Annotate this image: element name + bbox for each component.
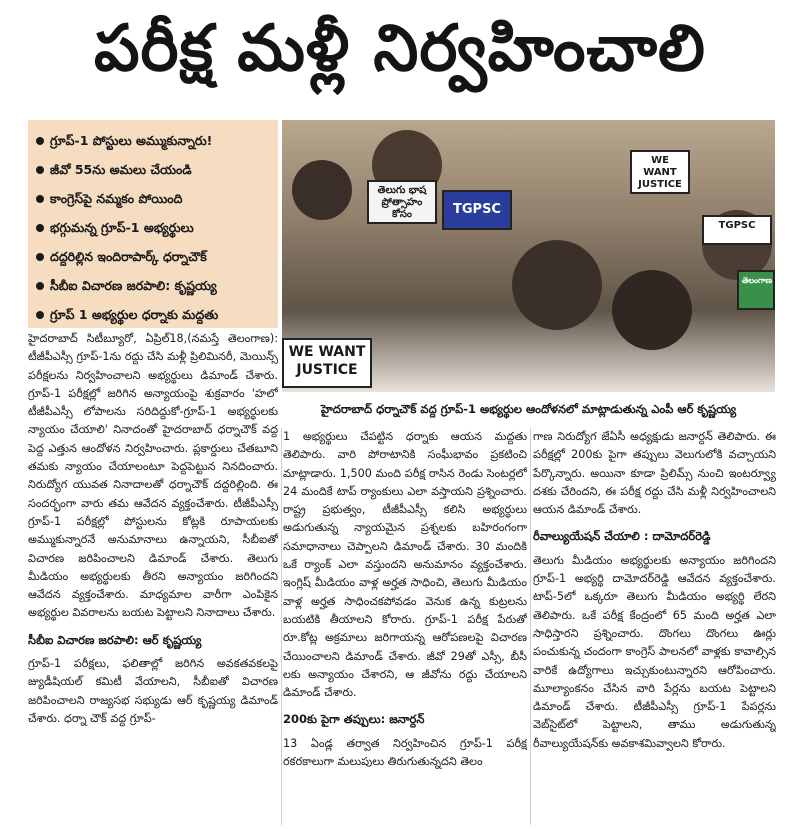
paragraph: గాణ నిరుద్యోగ జేఏసీ అధ్యక్షుడు జనార్దన్‌ తెలిపారు. ఈ పరీక్షల్లో 200కు పైగా తప్పులు వెలుగులోకి వచ్చాయని పేర్కొన్నారు. అయినా కూడా ప్రిలిమ్స్‌ నుంచి ఇంటర్వ్యూ దశకు చేరిందని, ఈ పరీక్ష రద్దు చేసి మళ్లీ నిర్వహించాలని ఆయన డిమాండ్‌ చేశారు.	[533, 430, 776, 517]
bullet-icon	[36, 195, 44, 203]
highlight-item	[36, 184, 272, 213]
placard: TGPSC	[702, 215, 772, 245]
article-column-2	[283, 428, 527, 825]
highlight-text: గ్రూప్‌ 1 అభ్యర్థుల ధర్నాకు మద్దతు	[50, 307, 219, 322]
bullet-icon	[36, 166, 44, 174]
paragraph: తెలుగు మీడియం అభ్యర్థులకు అన్యాయం జరిగిందని గ్రూప్‌-1 అభ్యర్థి దామోదర్‌రెడ్డి ఆవేదన వ్యక్తంచేశారు. టాప్‌-5లో ఒక్కరూ తెలుగు మీడియం అభ్యర్థి లేరని తెలిపారు. ఒకే పరీక్ష కేంద్రంలో 65 మంది అర్హత ఎలా సాధిస్తారని ప్రశ్నించారు. దొంగలు దొంగలు ఊర్లు పంచుకున్న చందంగా కాంగ్రెస్‌ పాలనలో వాళ్లకు కావాల్సిన వారికే ఉద్యోగాలు ఇచ్చుకుంటున్నారని ఆరోపించారు. మూల్యాంకనం చేసిన వారి పేర్లను బయట పెట్టాలని డిమాండ్‌ చేశారు. టీజీపీఎస్సీ గ్రూప్‌-1 పేపర్లను వెబ్‌సైట్‌లో పెట్టాలని, తాము అడుగుతున్న రీవాల్యుయేషన్‌కు అవకాశమివ్వాలని కోరారు.	[533, 553, 776, 750]
placard: TGPSC	[442, 190, 512, 230]
paragraph: హైదరాబాద్‌ సిటీబ్యూరో, ఏప్రిల్‌18,(నమస్తే తెలంగాణ): టీజీపీఎస్సీ గ్రూప్‌-1ను రద్దు చేసి మళ్లీ ప్రిలిమినరీ, మెయిన్స్‌ పరీక్షలను నిర్వహించాలని అభ్యర్థులు డిమాండ్‌ చేశారు. గ్రూప్‌-1 పరీక్షల్లో జరిగిన అన్యాయంపై శుక్రవారం 'హలో టీజీపీఎస్సీ లోపాలను సరిదిద్దుకో-గ్రూప్‌-1 అభ్యర్థులకు న్యాయం చేయాలి' నినాదంతో హైదరాబాద్‌ ధర్నాచౌక్‌ వద్ద పెద్ద ఎత్తున ఆందోళన నిర్వహించారు. ప్లకార్డులు చేతబూని తమకు న్యాయం చేయాలంటూ పెద్దపెట్టున నినదించారు. నిరుద్యోగ యువత నినాదాలతో ధర్నాచౌక్‌ దద్దరిల్లింది. ఈ సందర్భంగా వారు తమ ఆవేదన వ్యక్తంచేశారు. టీజీపీఎస్సీ గ్రూప్‌-1 పరీక్షల్లో పోస్టులను కోట్లకి రూపాయలకు అమ్ముకున్నారనే అనుమానాలు ఉన్నాయని, సీబీఐతో విచారణ జరిపించాలని డిమాండ్‌ చేశారు. తెలుగు మీడియం అభ్యర్థులకు తీరని అన్యాయం జరిగిందని ఆవేదన వ్యక్తంచేశారు. మాధ్యమాల వారీగా ఎంపికైన అభ్యర్థుల వివరాలను బయట పెట్టాలని నినాదాలు చేశారు.	[28, 332, 278, 620]
protest-photo	[282, 120, 775, 392]
highlight-text: జీవో 55ను అమలు చేయండి	[50, 162, 192, 177]
placard: WE WANT JUSTICE	[630, 150, 690, 194]
highlights-box	[28, 120, 278, 328]
bullet-icon	[36, 224, 44, 232]
paragraph: 13 ఏండ్ల తర్వాత నిర్వహించిన గ్రూప్‌-1 పరీక్ష రకరకాలుగా మలుపులు తిరుగుతున్నదని తెలం	[283, 736, 527, 769]
highlight-item	[36, 126, 272, 155]
headline: పరీక్ష మళ్లీ నిర్వహించాలి	[94, 11, 706, 86]
crowd-shape	[512, 240, 602, 330]
subheading: 200కు పైగా తప్పులు: జనార్దన్‌	[283, 712, 425, 727]
paragraph: గ్రూప్‌-1 పరీక్షలు, ఫలితాల్లో జరిగిన అవకతవకలపై జ్యుడీషియల్‌ కమిటీ వేయాలని, సీబీఐతో విచారణ జరిపించాలని రాజ్యసభ సభ్యుడు ఆర్‌ కృష్ణయ్య డిమాండ్‌ చేశారు. ధర్నా చౌక్‌ వద్ద గ్రూప్‌-	[28, 657, 278, 725]
paragraph: 1 అభ్యర్థులు చేపట్టిన ధర్నాకు ఆయన మద్దతు తెలిపారు. వారి పోరాటానికి సంఘీభావం ప్రకటించి మాట్లాడారు. 1,500 మంది పరీక్ష రాసిన రెండు సెంటర్లలో 24 మందికే టాప్‌ ర్యాంకులు ఎలా వస్తాయని ప్రశ్నించారు. రాష్ట్ర ప్రభుత్వం, టీజీపీఎస్సీ కలిసి అభ్యర్థులు అడుగుతున్న న్యాయమైన ప్రశ్నలకు బహిరంగంగా సమాధానాలు చెప్పాలని డిమాండ్‌ చేశారు. 30 మందికి ఒకే ర్యాంక్‌ ఎలా వస్తుందని అనుమానం వ్యక్తంచేశారు. ఇంగ్లిష్‌ మీడియం వాళ్ల అర్హత సాధించి, తెలుగు మీడియం వాళ్ల అర్హత సాధించకపోవడం వెనుక ఉన్న కుట్రలను బయటికి తీయాలని కోరారు. గ్రూప్‌-1 పరీక్ష పేరుతో రూ.కోట్ల అక్రమాలు జరిగాయన్న ఆరోపణలపై విచారణ చేయించాలని డిమాండ్‌ చేశారు. జీవో 29తో ఎస్సీ, బీసీ లకు అన్యాయం చేశారని, ఆ జీవోను రద్దు చేయాలని డిమాండ్‌ చేశారు.	[283, 430, 527, 700]
subheading: రీవాల్యుయేషన్‌ చేయాలి : దామోదర్‌రెడ్డి	[533, 529, 711, 544]
article-column-3	[533, 428, 776, 825]
highlight-text: కాంగ్రెస్‌పై నమ్మకం పోయింది	[50, 191, 183, 206]
subheading: సీబీఐ విచారణ జరపాలి: ఆర్‌ కృష్ణయ్య	[28, 632, 202, 647]
placard: WE WANT JUSTICE	[282, 338, 372, 388]
bullet-icon	[36, 253, 44, 261]
column-divider	[530, 428, 531, 825]
photo-caption: హైదరాబాద్‌ ధర్నాచౌక్‌ వద్ద గ్రూప్‌-1 అభ్యర్థుల ఆందోళనలో మాట్లాడుతున్న ఎంపీ ఆర్‌ కృష్ణయ్య	[320, 402, 737, 416]
bullet-icon	[36, 137, 44, 145]
crowd-shape	[292, 160, 352, 220]
placard: తెలంగాణ	[737, 270, 775, 310]
highlight-item	[36, 155, 272, 184]
highlights-list	[28, 120, 278, 329]
placard: తెలుగు భాష ప్రోత్సాహం కోసం	[367, 180, 437, 224]
crowd-shape	[612, 270, 692, 350]
column-divider	[281, 428, 282, 825]
highlight-item	[36, 242, 272, 271]
highlight-text: భగ్గుమన్న గ్రూప్‌-1 అభ్యర్థులు	[50, 220, 194, 235]
highlight-text: దద్దరిల్లిన ఇందిరాపార్క్‌ ధర్నాచౌక్‌	[50, 249, 207, 264]
highlight-item	[36, 213, 272, 242]
article-column-1	[28, 330, 278, 825]
bullet-icon	[36, 311, 44, 319]
bullet-icon	[36, 282, 44, 290]
highlight-item	[36, 300, 272, 329]
highlight-text: సీబీఐ విచారణ జరపాలి: కృష్ణయ్య	[50, 278, 217, 293]
highlight-text: గ్రూప్‌-1 పోస్టులు అమ్ముకున్నారు!	[50, 133, 213, 148]
highlight-item	[36, 271, 272, 300]
